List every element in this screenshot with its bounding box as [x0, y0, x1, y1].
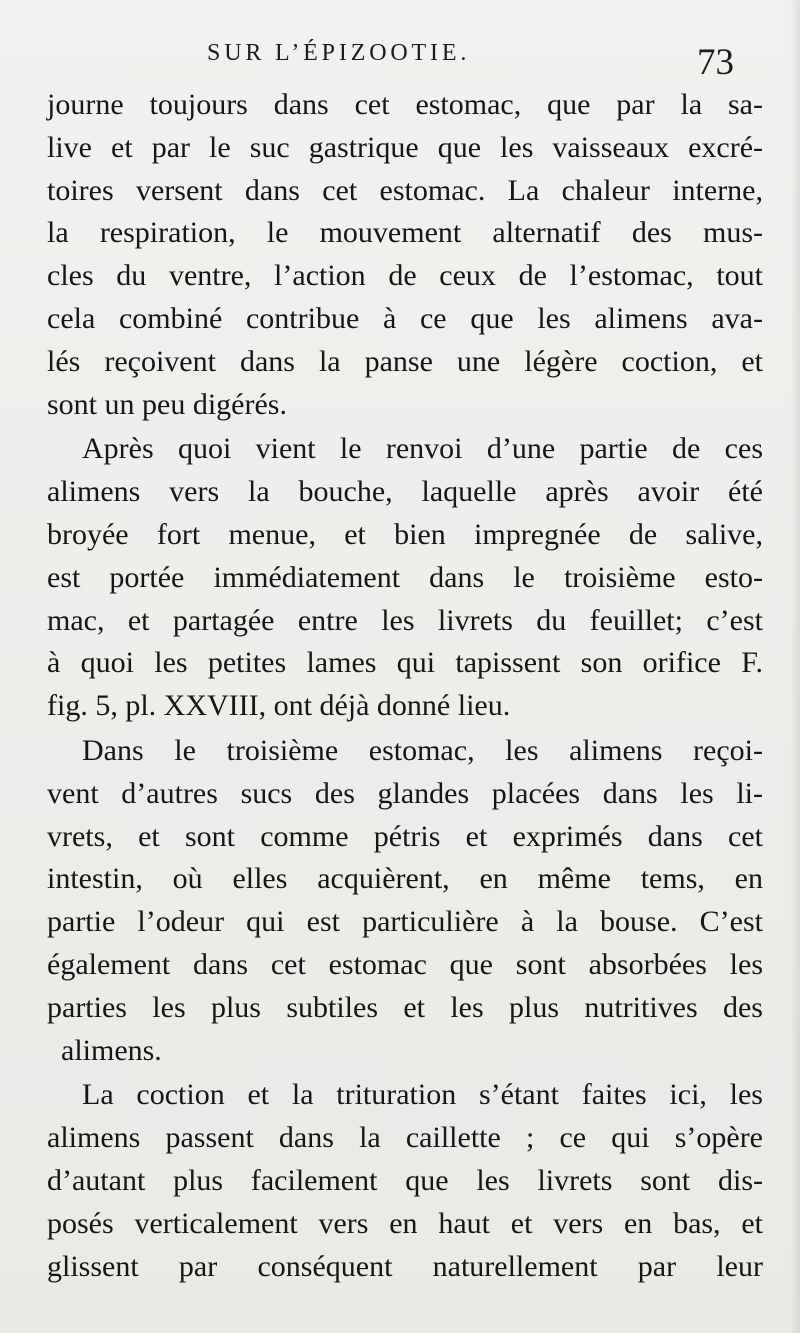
text-line: journe toujours dans cet estomac, que par la sa- [47, 88, 763, 121]
text-line: la respiration, le mouvement alternatif des mus- [47, 216, 763, 250]
text-line: à quoi les petites lames qui tapissent son orifice F. [47, 646, 763, 680]
text-line: Après quoi vient le renvoi d’une partie de ces [82, 432, 763, 466]
text-line: toires versent dans cet estomac. La chaleur interne, [47, 173, 763, 207]
text-line: fig. 5, pl. XXVIII, ont déjà donné lieu. [47, 689, 511, 723]
text-line: alimens vers la bouche, laquelle après avoir été [47, 475, 763, 509]
body-text [47, 84, 763, 1288]
text-line: cles du ventre, l’action de ceux de l’estomac, tout [47, 259, 763, 293]
text-line: lés reçoivent dans la panse une légère coction, et [47, 344, 763, 378]
paragraph-4 [47, 1074, 763, 1288]
text-line: La coction et la trituration s’étant faites ici, les [82, 1078, 763, 1112]
text-line: intestin, où elles acquièrent, en même tems, en [47, 862, 763, 896]
text-line: d’autant plus facilement que les livrets sont dis- [47, 1163, 763, 1197]
paragraph-2 [47, 428, 763, 728]
paragraph-1 [47, 84, 763, 426]
text-line: broyée fort menue, et bien impregnée de salive, [47, 517, 763, 551]
page-edge-shadow [790, 0, 800, 1333]
text-line: alimens passent dans la caillette ; ce qui s’opère [47, 1121, 763, 1155]
text-line: mac, et partagée entre les livrets du feuillet; c’est [47, 603, 763, 637]
text-line: posés verticalement vers en haut et vers en bas, et [47, 1206, 763, 1240]
text-line: Dans le troisième estomac, les alimens reçoi- [82, 733, 763, 767]
text-line: parties les plus subtiles et les plus nutritives des [47, 990, 763, 1024]
text-line: alimens. [61, 1033, 162, 1067]
text-line: live et par le suc gastrique que les vaisseaux excré- [47, 130, 763, 164]
text-line: est portée immédiatement dans le troisième esto- [47, 560, 763, 594]
text-line: sont un peu digérés. [47, 387, 287, 421]
text-line: également dans cet estomac que sont absorbées les [47, 947, 763, 981]
page-number: 73 [697, 42, 734, 83]
text-line: glissent par conséquent naturellement par leur [47, 1249, 763, 1283]
running-title: SUR L’ÉPIZOOTIE. [207, 40, 471, 66]
text-line: partie l’odeur qui est particulière à la bouse. C’est [47, 905, 763, 939]
text-line: cela combiné contribue à ce que les alimens ava- [47, 301, 763, 335]
paragraph-3 [47, 730, 763, 1072]
text-line: vrets, et sont comme pétris et exprimés dans cet [47, 819, 763, 853]
text-line: vent d’autres sucs des glandes placées dans les li- [47, 776, 763, 810]
